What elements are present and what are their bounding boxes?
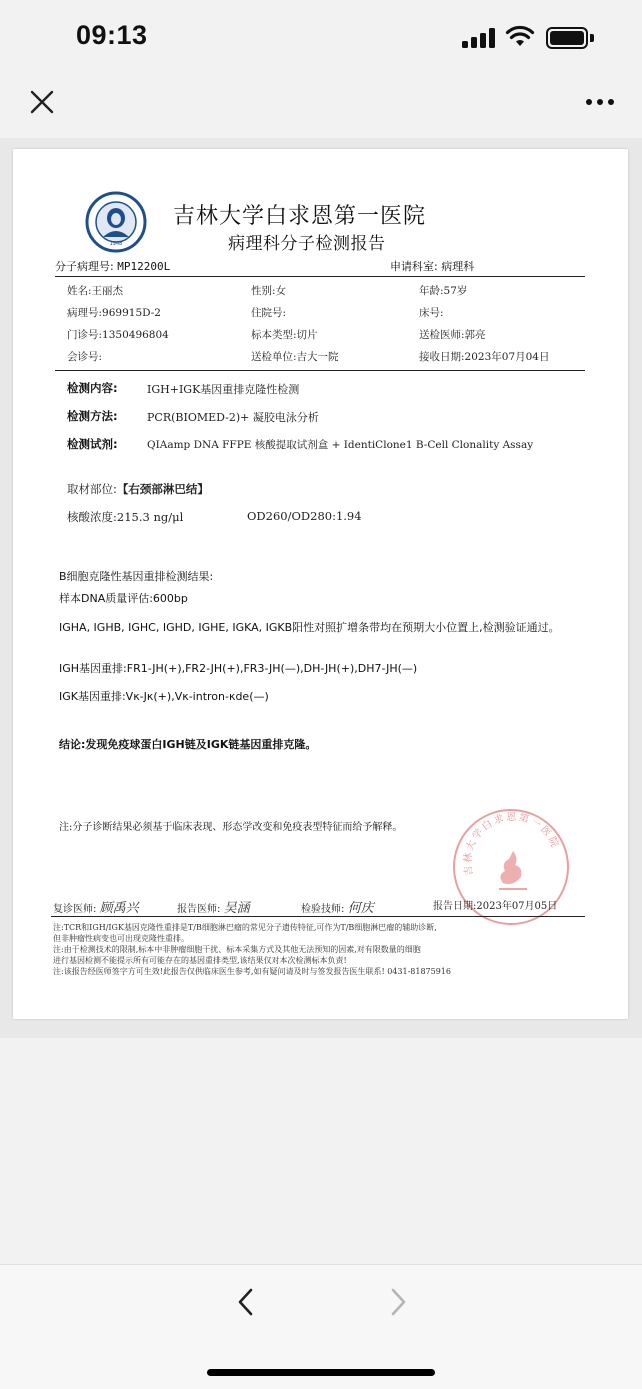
document-viewer[interactable] bbox=[0, 138, 642, 1038]
footnote-5: 注:该报告经医师签字方可生效!此报告仅供临床医生参考,如有疑问请及时与签发报告医生联系! 0431-81875916 bbox=[53, 967, 451, 976]
department-field bbox=[390, 258, 474, 274]
sample-site-label: 取材部位: bbox=[67, 482, 117, 496]
inpatient-no: 住院号: bbox=[251, 307, 287, 319]
header-divider bbox=[55, 276, 585, 277]
review-doctor-label: 复诊医师: bbox=[53, 904, 97, 915]
bed-no: 床号: bbox=[419, 307, 444, 319]
patient-name: 姓名:王丽杰 bbox=[67, 285, 124, 297]
report-date: 报告日期:2023年07月05日 bbox=[433, 901, 558, 912]
technician-signature: 何庆 bbox=[347, 901, 374, 916]
department-value: 病理科 bbox=[441, 260, 475, 273]
pathology-no: 病理号:969915D-2 bbox=[67, 307, 161, 319]
battery-icon bbox=[546, 27, 588, 49]
close-icon[interactable] bbox=[28, 88, 56, 116]
sample-site-field bbox=[67, 481, 209, 497]
signal-icon bbox=[462, 28, 496, 48]
test-reagent-label: 检测试剂: bbox=[67, 437, 118, 451]
svg-text:1948: 1948 bbox=[109, 241, 123, 247]
patient-age: 年龄:57岁 bbox=[419, 285, 468, 297]
dna-quality: 样本DNA质量评估:600bp bbox=[59, 592, 188, 605]
footnote-2: 但非肿瘤性病变也可出现克隆性重排。 bbox=[53, 934, 189, 943]
battery-tip bbox=[590, 34, 594, 42]
control-note: IGHA, IGHB, IGHC, IGHD, IGHE, IGKA, IGKB阳性对照扩增条带均在预期大小位置上,检测验证通过。 bbox=[59, 621, 560, 634]
review-doctor-field bbox=[53, 897, 139, 916]
report-doctor-field bbox=[177, 897, 250, 916]
od-ratio: OD260/OD280:1.94 bbox=[247, 509, 362, 523]
footnote-3: 注:由于检测技术的限制,标本中非肿瘤细胞干扰、标本采集方式及其他无法预知的因素,对有限数量的细胞 bbox=[53, 945, 421, 954]
technician-label: 检验技师: bbox=[301, 904, 345, 915]
footnote-1: 注:TCR和IGH/IGK基因克隆性重排是T/B细胞淋巴瘤的常见分子遗传特征,可作为T/B细胞淋巴瘤的辅助诊断, bbox=[53, 923, 437, 932]
nav-bar bbox=[0, 78, 642, 136]
submit-unit: 送检单位:吉大一院 bbox=[251, 351, 339, 363]
patient-gender: 性别:女 bbox=[251, 285, 287, 297]
review-doctor-signature: 顾禹兴 bbox=[99, 901, 139, 916]
bottom-toolbar bbox=[0, 1264, 642, 1389]
nucleic-acid-concentration: 核酸浓度:215.3 ng/μl bbox=[67, 510, 184, 524]
report-doctor-label: 报告医师: bbox=[177, 904, 221, 915]
receive-date: 接收日期:2023年07月04日 bbox=[419, 351, 550, 363]
report-page bbox=[13, 149, 628, 1019]
test-reagent-value: QIAamp DNA FFPE 核酸提取试剂盒 + IdentiClone1 B-Cell Clonality Assay bbox=[147, 439, 534, 451]
conclusion: 结论:发现免疫球蛋白IGH链及IGK链基因重排克隆。 bbox=[59, 738, 317, 751]
igk-rearrangement: IGK基因重排:Vκ-Jκ(+),Vκ-intron-κde(—) bbox=[59, 690, 269, 703]
footnote-4: 进行基因检测不能提示所有可能存在的基因重排类型,该结果仅对本次检测标本负责! bbox=[53, 956, 347, 965]
hospital-name: 吉林大学白求恩第一医院 bbox=[173, 204, 427, 229]
status-time: 09:13 bbox=[76, 20, 148, 50]
back-icon[interactable] bbox=[232, 1287, 260, 1317]
test-content-value: IGH+IGK基因重排克隆性检测 bbox=[147, 383, 300, 396]
signature-divider bbox=[51, 916, 585, 917]
outpatient-no: 门诊号:1350496804 bbox=[67, 329, 169, 341]
more-icon[interactable] bbox=[584, 96, 616, 108]
molecular-id-value: MP12200L bbox=[117, 260, 171, 273]
technician-field bbox=[301, 897, 374, 916]
molecular-id-label: 分子病理号: bbox=[55, 260, 114, 273]
wifi-icon bbox=[505, 24, 535, 48]
info-divider bbox=[55, 370, 585, 371]
molecular-id-field bbox=[55, 258, 170, 274]
test-method-value: PCR(BIOMED-2)+ 凝胶电泳分析 bbox=[147, 411, 319, 424]
interpretation-note: 注:分子诊断结果必须基于临床表现、形态学改变和免疫表型特征而给予解释。 bbox=[59, 822, 403, 833]
test-method-label: 检测方法: bbox=[67, 409, 118, 423]
sample-site-value: 【右颈部淋巴结】 bbox=[116, 482, 209, 496]
consult-no: 会诊号: bbox=[67, 351, 103, 363]
department-label: 申请科室: bbox=[390, 260, 438, 273]
stamp-text: 吉林大学白求恩第一医院 bbox=[462, 812, 561, 877]
hospital-logo-icon bbox=[85, 191, 147, 253]
home-indicator[interactable] bbox=[207, 1369, 435, 1376]
submitting-doctor: 送检医师:郭亮 bbox=[419, 329, 486, 341]
status-bar bbox=[0, 0, 642, 78]
forward-icon[interactable] bbox=[384, 1287, 412, 1317]
test-content-label: 检测内容: bbox=[67, 381, 118, 395]
specimen-type: 标本类型:切片 bbox=[251, 329, 318, 341]
report-title: 病理科分子检测报告 bbox=[228, 234, 386, 254]
report-doctor-signature: 吴涵 bbox=[223, 901, 250, 916]
results-heading: B细胞克隆性基因重排检测结果: bbox=[59, 570, 214, 583]
igh-rearrangement: IGH基因重排:FR1-JH(+),FR2-JH(+),FR3-JH(—),DH-JH(+),DH7-JH(—) bbox=[59, 662, 418, 675]
stamp-emblem-icon bbox=[493, 847, 533, 893]
